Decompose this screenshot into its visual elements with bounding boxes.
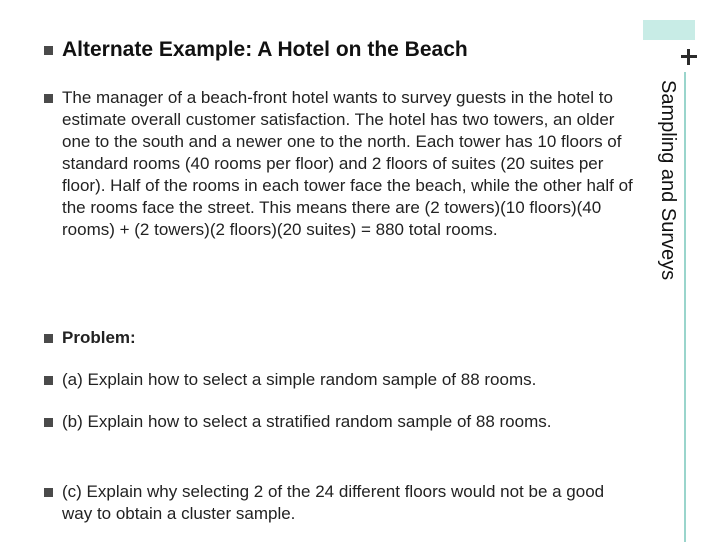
bullet-square-icon	[44, 418, 53, 427]
bullet-square-icon	[44, 488, 53, 497]
bullet-square-icon	[44, 376, 53, 385]
problem-heading: Problem:	[62, 328, 136, 347]
bullet-square-icon	[44, 334, 53, 343]
slide-title: Alternate Example: A Hotel on the Beach	[62, 38, 468, 61]
question-a: (a) Explain how to select a simple random sample of 88 rooms.	[62, 370, 537, 389]
slide-title-row	[42, 38, 468, 62]
question-b: (b) Explain how to select a stratified random sample of 88 rooms.	[62, 412, 552, 431]
bullet-square-icon	[44, 46, 53, 55]
corner-accent-block	[643, 20, 695, 40]
question-c: (c) Explain why selecting 2 of the 24 different floors would not be a good way to obtain a cluster sample.	[62, 482, 605, 523]
intro-paragraph: The manager of a beach-front hotel wants to survey guests in the hotel to estimate overall customer satisfaction. The hotel has two towers, an older one to the south and a newer one to the north. Each tower has 10 floors of standard rooms (40 rooms per floor) and 2 floors of suites (20 suites per floor). Half of the rooms in each tower face the beach, while the other half of the rooms face the street. This means there are (2 towers)(10 floors)(40 rooms) + (2 towers)(2 floors)(20 suites) = 880 total rooms.	[62, 88, 633, 239]
side-divider	[684, 72, 686, 542]
plus-icon	[681, 49, 697, 65]
bullet-square-icon	[44, 94, 53, 103]
side-section-label: Sampling and Surveys	[657, 80, 679, 281]
